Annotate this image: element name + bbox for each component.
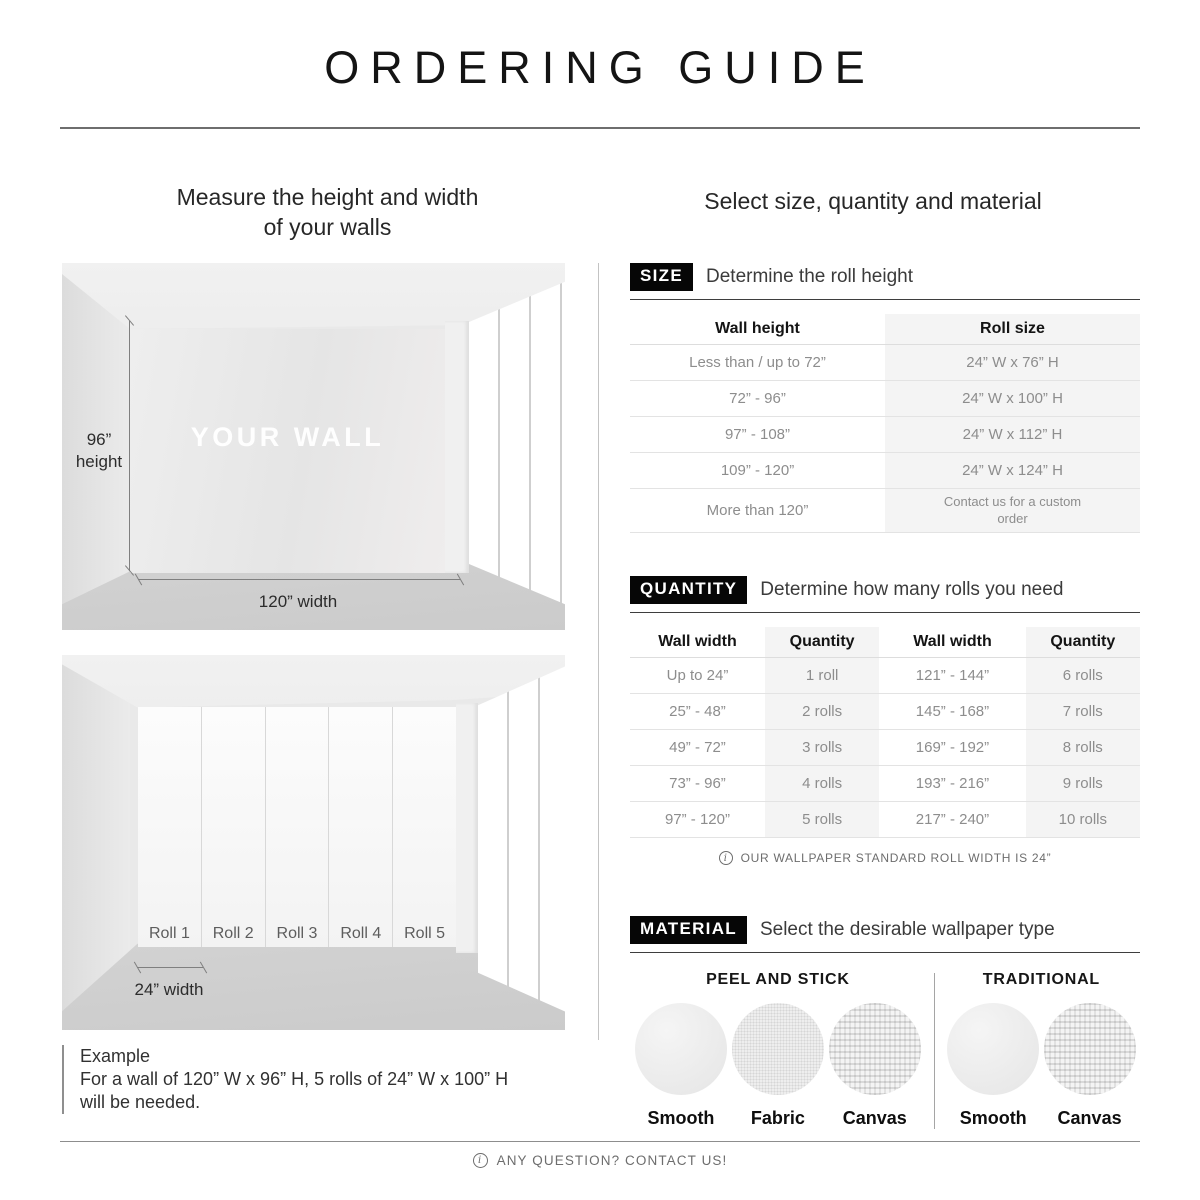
roll-panels — [138, 707, 456, 947]
swatch-label: Smooth — [647, 1108, 715, 1128]
material-group-name: TRADITIONAL — [982, 971, 1101, 988]
roll-label: Roll 3 — [276, 925, 318, 942]
size-cell: 24” W x 100” H — [885, 381, 1140, 417]
qty-cell: 121” - 144” — [879, 658, 1025, 694]
swatch-label: Canvas — [842, 1108, 907, 1128]
swatch-canvas — [1044, 1003, 1136, 1129]
height-word: height — [75, 452, 123, 472]
qty-cell: 193” - 216” — [879, 766, 1025, 802]
qty-cell: 145” - 168” — [879, 694, 1025, 730]
qty-cell: 73” - 96” — [630, 766, 765, 802]
quantity-section — [630, 576, 1140, 865]
size-cell: 109” - 120” — [630, 453, 885, 489]
qty-cell: 25” - 48” — [630, 694, 765, 730]
roll-label: Roll 5 — [404, 925, 446, 942]
column-divider — [598, 263, 599, 1040]
window-frame — [456, 703, 478, 953]
size-cell: 72” - 96” — [630, 381, 885, 417]
size-col-header-wall-height: Wall height — [630, 314, 885, 345]
size-badge: SIZE — [630, 263, 693, 291]
smooth-texture-swatch — [635, 1003, 727, 1095]
room-illustration-measure — [62, 263, 565, 630]
footer-text: ANY QUESTION? CONTACT US! — [496, 1153, 728, 1168]
size-section — [630, 263, 1140, 533]
example-line1: For a wall of 120” W x 96” H, 5 rolls of 24” W x 100” H — [80, 1069, 509, 1090]
size-cell: More than 120” — [630, 489, 885, 533]
size-section-header — [630, 263, 1140, 300]
window-frame — [445, 321, 469, 573]
swatch-row — [630, 1003, 926, 1129]
qty-col-header: Wall width — [879, 627, 1025, 658]
roll-panel — [266, 707, 330, 947]
your-wall-label: YOUR WALL — [190, 421, 385, 452]
qty-cell: 10 rolls — [1026, 802, 1140, 838]
qty-cell: 5 rolls — [765, 802, 879, 838]
example-block — [62, 1045, 572, 1114]
height-value: 96” — [86, 430, 112, 449]
material-section-header — [630, 916, 1140, 953]
canvas-texture-swatch — [1044, 1003, 1136, 1095]
swatch-label: Smooth — [959, 1108, 1027, 1128]
qty-cell: 97” - 120” — [630, 802, 765, 838]
material-section — [630, 916, 1140, 1129]
material-badge: MATERIAL — [630, 916, 747, 944]
qty-col-header: Wall width — [630, 627, 765, 658]
quantity-table — [630, 627, 1140, 838]
size-cell: 24” W x 76” H — [885, 345, 1140, 381]
window — [478, 663, 565, 1015]
width-label: 120” width — [258, 592, 338, 611]
header-divider — [60, 127, 1140, 129]
width-measure-line — [138, 579, 460, 580]
roll-label: Roll 1 — [148, 925, 190, 942]
footer-divider — [60, 1141, 1140, 1142]
qty-cell: 1 roll — [765, 658, 879, 694]
roll-panel — [138, 707, 202, 947]
quantity-section-header — [630, 576, 1140, 613]
material-group-divider — [934, 973, 935, 1129]
swatch-label: Canvas — [1057, 1108, 1122, 1128]
room-illustration-rolls — [62, 655, 565, 1030]
size-subtitle: Determine the roll height — [706, 266, 913, 287]
qty-col-header: Quantity — [1026, 627, 1140, 658]
size-table — [630, 314, 1140, 533]
example-line2: will be needed. — [80, 1092, 201, 1113]
size-cell: 24” W x 112” H — [885, 417, 1140, 453]
roll-width-measure-line — [137, 967, 203, 968]
roll-width-label: 24” width — [134, 980, 204, 999]
quantity-subtitle: Determine how many rolls you need — [760, 579, 1064, 600]
qty-cell: 7 rolls — [1026, 694, 1140, 730]
measure-heading-line1: Measure the height and width — [176, 184, 479, 210]
swatch-smooth — [947, 1003, 1039, 1129]
canvas-texture-swatch — [829, 1003, 921, 1095]
size-cell: 97” - 108” — [630, 417, 885, 453]
qty-col-header: Quantity — [765, 627, 879, 658]
your-wall-surface — [130, 329, 445, 573]
qty-cell: 2 rolls — [765, 694, 879, 730]
roll-width-note-text: OUR WALLPAPER STANDARD ROLL WIDTH IS 24” — [740, 851, 1052, 865]
qty-cell: 8 rolls — [1026, 730, 1140, 766]
info-icon: i — [473, 1153, 488, 1168]
info-icon: i — [719, 851, 733, 865]
size-cell: Less than / up to 72” — [630, 345, 885, 381]
roll-panel — [329, 707, 393, 947]
qty-cell: Up to 24” — [630, 658, 765, 694]
qty-cell: 169” - 192” — [879, 730, 1025, 766]
qty-cell: 6 rolls — [1026, 658, 1140, 694]
size-custom-order-text: Contact us for a custom order — [943, 493, 1082, 526]
size-cell — [885, 489, 1140, 533]
swatch-label: Fabric — [750, 1108, 805, 1128]
example-heading: Example — [80, 1046, 151, 1066]
roll-panel — [202, 707, 266, 947]
qty-cell: 3 rolls — [765, 730, 879, 766]
swatch-row — [943, 1003, 1140, 1129]
roll-panel — [393, 707, 456, 947]
swatch-smooth — [635, 1003, 727, 1129]
material-groups — [630, 971, 1140, 1129]
material-group-name: PEEL AND STICK — [706, 971, 850, 988]
quantity-badge: QUANTITY — [630, 576, 747, 604]
material-group-traditional — [943, 971, 1140, 1129]
page-title: ORDERING GUIDE — [324, 42, 876, 93]
size-cell: 24” W x 124” H — [885, 453, 1140, 489]
material-group-peel-and-stick — [630, 971, 926, 1129]
measure-heading — [60, 182, 595, 243]
window — [469, 275, 565, 611]
smooth-texture-swatch — [947, 1003, 1039, 1095]
qty-cell: 217” - 240” — [879, 802, 1025, 838]
roll-label: Roll 2 — [212, 925, 254, 942]
footer — [0, 1153, 1200, 1168]
swatch-canvas — [829, 1003, 921, 1129]
fabric-texture-swatch — [732, 1003, 824, 1095]
qty-cell: 4 rolls — [765, 766, 879, 802]
qty-cell: 9 rolls — [1026, 766, 1140, 802]
roll-label: Roll 4 — [340, 925, 382, 942]
swatch-fabric — [732, 1003, 824, 1129]
qty-cell: 49” - 72” — [630, 730, 765, 766]
measure-heading-line2: of your walls — [263, 214, 392, 241]
height-label — [62, 429, 136, 473]
select-heading: Select size, quantity and material — [704, 188, 1042, 214]
roll-width-note — [630, 851, 1140, 865]
size-col-header-roll-size: Roll size — [885, 314, 1140, 345]
material-subtitle: Select the desirable wallpaper type — [759, 919, 1055, 940]
